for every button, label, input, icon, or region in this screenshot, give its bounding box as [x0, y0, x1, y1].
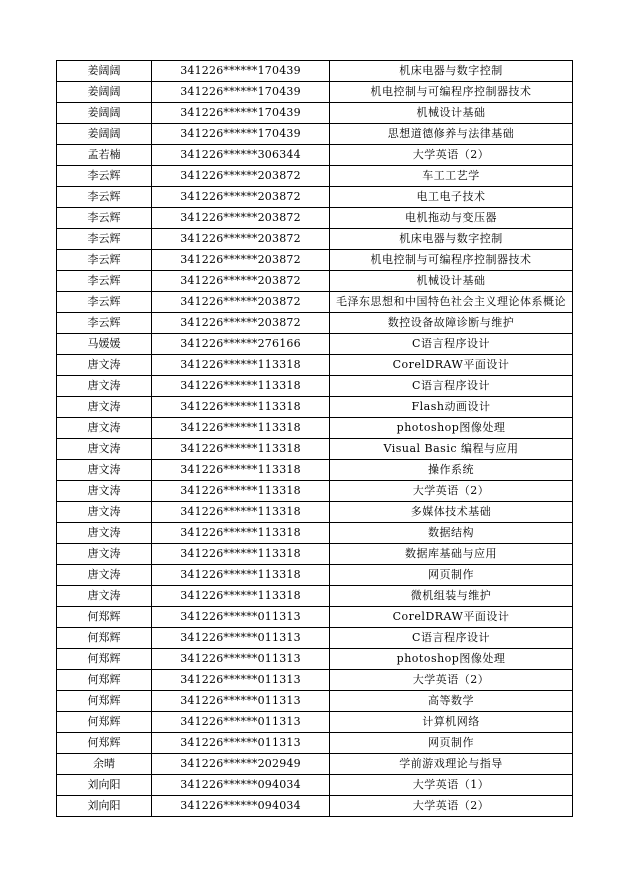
course-name-cell: 计算机网络 — [330, 712, 573, 733]
course-name-cell: 多媒体技术基础 — [330, 502, 573, 523]
table-row — [57, 649, 573, 670]
id-number-cell: 341226******203872 — [152, 166, 330, 187]
course-name-cell: 大学英语（2） — [330, 145, 573, 166]
student-name-cell: 何郑辉 — [57, 712, 152, 733]
course-name-cell: Flash动画设计 — [330, 397, 573, 418]
table-row — [57, 229, 573, 250]
id-number-cell: 341226******113318 — [152, 544, 330, 565]
table-row — [57, 292, 573, 313]
id-number-cell: 341226******011313 — [152, 628, 330, 649]
id-number-cell: 341226******094034 — [152, 796, 330, 817]
course-name-cell: 机电控制与可编程序控制器技术 — [330, 82, 573, 103]
student-name-cell: 何郑辉 — [57, 649, 152, 670]
table-row — [57, 628, 573, 649]
id-number-cell: 341226******011313 — [152, 649, 330, 670]
id-number-cell: 341226******113318 — [152, 523, 330, 544]
course-name-cell: photoshop图像处理 — [330, 649, 573, 670]
table-row — [57, 502, 573, 523]
course-name-cell: 大学英语（2） — [330, 670, 573, 691]
course-name-cell: 机械设计基础 — [330, 103, 573, 124]
course-name-cell: C语言程序设计 — [330, 334, 573, 355]
student-name-cell: 姜阔阔 — [57, 103, 152, 124]
table-row — [57, 691, 573, 712]
student-name-cell: 余晴 — [57, 754, 152, 775]
id-number-cell: 341226******170439 — [152, 61, 330, 82]
table-row — [57, 61, 573, 82]
student-name-cell: 姜阔阔 — [57, 124, 152, 145]
course-name-cell: 数据结构 — [330, 523, 573, 544]
table-row — [57, 397, 573, 418]
student-name-cell: 刘向阳 — [57, 796, 152, 817]
id-number-cell: 341226******306344 — [152, 145, 330, 166]
course-name-cell: CorelDRAW平面设计 — [330, 355, 573, 376]
id-number-cell: 341226******113318 — [152, 355, 330, 376]
course-name-cell: 高等数学 — [330, 691, 573, 712]
id-number-cell: 341226******011313 — [152, 607, 330, 628]
id-number-cell: 341226******113318 — [152, 502, 330, 523]
id-number-cell: 341226******203872 — [152, 271, 330, 292]
student-name-cell: 唐文涛 — [57, 397, 152, 418]
student-name-cell: 李云辉 — [57, 292, 152, 313]
student-name-cell: 何郑辉 — [57, 670, 152, 691]
table-row — [57, 166, 573, 187]
id-number-cell: 341226******203872 — [152, 229, 330, 250]
course-name-cell: 思想道德修养与法律基础 — [330, 124, 573, 145]
table-row — [57, 208, 573, 229]
table-row — [57, 481, 573, 502]
student-name-cell: 姜阔阔 — [57, 82, 152, 103]
id-number-cell: 341226******170439 — [152, 82, 330, 103]
course-name-cell: C语言程序设计 — [330, 628, 573, 649]
table-row — [57, 586, 573, 607]
table-row — [57, 271, 573, 292]
id-number-cell: 341226******203872 — [152, 208, 330, 229]
student-name-cell: 何郑辉 — [57, 733, 152, 754]
id-number-cell: 341226******203872 — [152, 313, 330, 334]
table-row — [57, 544, 573, 565]
course-name-cell: C语言程序设计 — [330, 376, 573, 397]
course-name-cell: 大学英语（1） — [330, 775, 573, 796]
student-name-cell: 李云辉 — [57, 250, 152, 271]
table-row — [57, 418, 573, 439]
table-row — [57, 124, 573, 145]
table-row — [57, 187, 573, 208]
student-name-cell: 何郑辉 — [57, 628, 152, 649]
student-name-cell: 姜阔阔 — [57, 61, 152, 82]
records-table — [56, 60, 573, 817]
course-name-cell: 机床电器与数字控制 — [330, 229, 573, 250]
student-name-cell: 唐文涛 — [57, 544, 152, 565]
student-name-cell: 马媛媛 — [57, 334, 152, 355]
student-name-cell: 唐文涛 — [57, 460, 152, 481]
course-name-cell: 机床电器与数字控制 — [330, 61, 573, 82]
course-name-cell: 车工工艺学 — [330, 166, 573, 187]
id-number-cell: 341226******113318 — [152, 565, 330, 586]
id-number-cell: 341226******276166 — [152, 334, 330, 355]
id-number-cell: 341226******170439 — [152, 124, 330, 145]
course-name-cell: 数据库基础与应用 — [330, 544, 573, 565]
student-name-cell: 孟若楠 — [57, 145, 152, 166]
student-name-cell: 唐文涛 — [57, 523, 152, 544]
id-number-cell: 341226******011313 — [152, 733, 330, 754]
id-number-cell: 341226******203872 — [152, 292, 330, 313]
table-row — [57, 82, 573, 103]
student-name-cell: 刘向阳 — [57, 775, 152, 796]
student-name-cell: 唐文涛 — [57, 439, 152, 460]
student-name-cell: 唐文涛 — [57, 565, 152, 586]
student-name-cell: 何郑辉 — [57, 691, 152, 712]
table-row — [57, 565, 573, 586]
id-number-cell: 341226******113318 — [152, 586, 330, 607]
course-name-cell: 学前游戏理论与指导 — [330, 754, 573, 775]
id-number-cell: 341226******113318 — [152, 481, 330, 502]
student-name-cell: 唐文涛 — [57, 481, 152, 502]
id-number-cell: 341226******203872 — [152, 250, 330, 271]
table-row — [57, 145, 573, 166]
student-name-cell: 李云辉 — [57, 208, 152, 229]
student-name-cell: 唐文涛 — [57, 355, 152, 376]
table-row — [57, 334, 573, 355]
student-name-cell: 李云辉 — [57, 229, 152, 250]
table-row — [57, 376, 573, 397]
id-number-cell: 341226******113318 — [152, 460, 330, 481]
id-number-cell: 341226******113318 — [152, 376, 330, 397]
table-row — [57, 775, 573, 796]
student-name-cell: 唐文涛 — [57, 418, 152, 439]
course-name-cell: 网页制作 — [330, 565, 573, 586]
id-number-cell: 341226******170439 — [152, 103, 330, 124]
student-name-cell: 唐文涛 — [57, 502, 152, 523]
id-number-cell: 341226******011313 — [152, 712, 330, 733]
table-row — [57, 313, 573, 334]
table-row — [57, 733, 573, 754]
table-row — [57, 712, 573, 733]
id-number-cell: 341226******094034 — [152, 775, 330, 796]
course-name-cell: 毛泽东思想和中国特色社会主义理论体系概论 — [330, 292, 573, 313]
id-number-cell: 341226******011313 — [152, 670, 330, 691]
course-name-cell: 微机组装与维护 — [330, 586, 573, 607]
table-row — [57, 523, 573, 544]
id-number-cell: 341226******113318 — [152, 418, 330, 439]
course-name-cell: CorelDRAW平面设计 — [330, 607, 573, 628]
student-name-cell: 李云辉 — [57, 187, 152, 208]
id-number-cell: 341226******203872 — [152, 187, 330, 208]
student-name-cell: 何郑辉 — [57, 607, 152, 628]
course-name-cell: 数控设备故障诊断与维护 — [330, 313, 573, 334]
student-name-cell: 李云辉 — [57, 166, 152, 187]
course-name-cell: 电工电子技术 — [330, 187, 573, 208]
course-name-cell: 网页制作 — [330, 733, 573, 754]
table-row — [57, 103, 573, 124]
records-body — [57, 61, 573, 817]
id-number-cell: 341226******113318 — [152, 439, 330, 460]
table-row — [57, 796, 573, 817]
table-row — [57, 355, 573, 376]
id-number-cell: 341226******113318 — [152, 397, 330, 418]
student-name-cell: 李云辉 — [57, 313, 152, 334]
student-name-cell: 李云辉 — [57, 271, 152, 292]
id-number-cell: 341226******011313 — [152, 691, 330, 712]
table-row — [57, 460, 573, 481]
course-name-cell: Visual Basic 编程与应用 — [330, 439, 573, 460]
table-row — [57, 439, 573, 460]
course-name-cell: 电机拖动与变压器 — [330, 208, 573, 229]
course-name-cell: 机电控制与可编程序控制器技术 — [330, 250, 573, 271]
table-row — [57, 670, 573, 691]
course-name-cell: 机械设计基础 — [330, 271, 573, 292]
table-row — [57, 754, 573, 775]
course-name-cell: 大学英语（2） — [330, 796, 573, 817]
course-name-cell: photoshop图像处理 — [330, 418, 573, 439]
student-name-cell: 唐文涛 — [57, 376, 152, 397]
course-name-cell: 大学英语（2） — [330, 481, 573, 502]
course-name-cell: 操作系统 — [330, 460, 573, 481]
table-row — [57, 250, 573, 271]
student-name-cell: 唐文涛 — [57, 586, 152, 607]
table-row — [57, 607, 573, 628]
id-number-cell: 341226******202949 — [152, 754, 330, 775]
